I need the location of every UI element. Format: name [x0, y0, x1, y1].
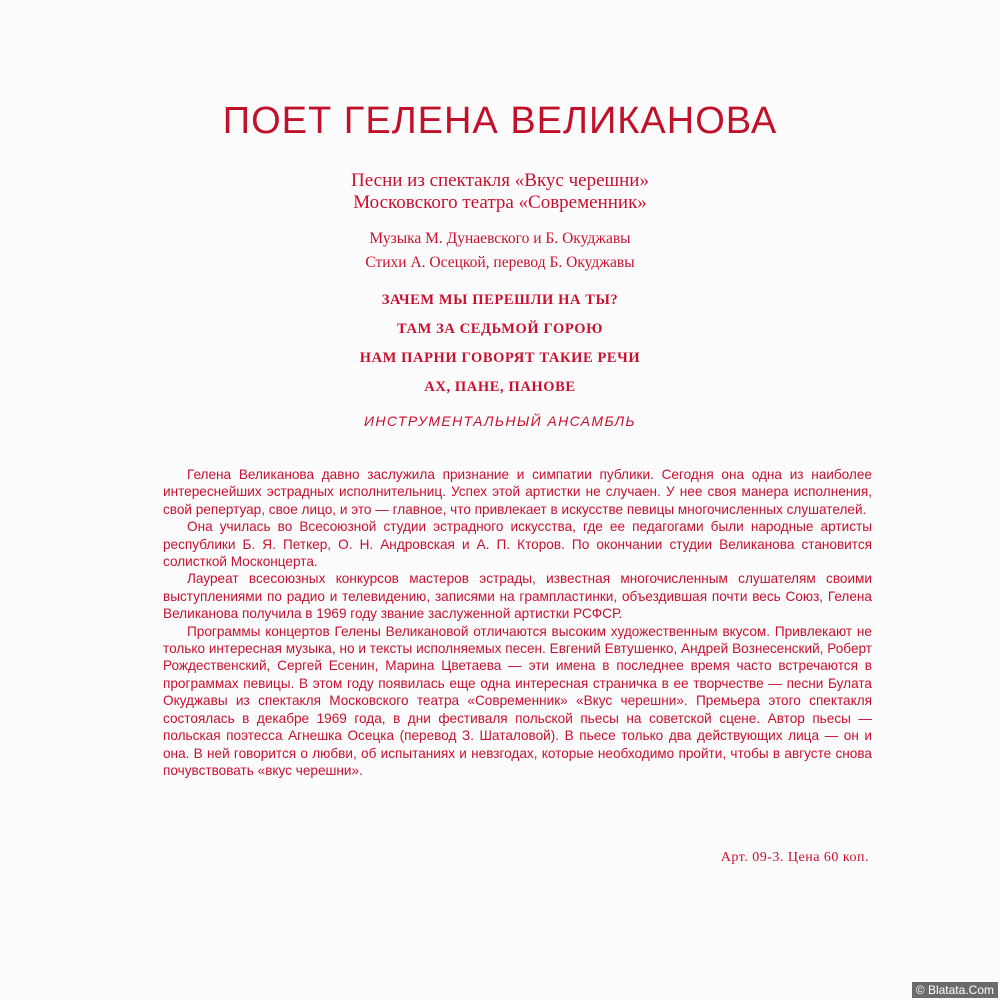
- subtitle-line-1: Песни из спектакля «Вкус черешни»: [351, 170, 649, 191]
- liner-notes: [163, 466, 872, 779]
- watermark: © Blatata.Com: [912, 982, 998, 998]
- song-title: ТАМ ЗА СЕДЬМОЙ ГОРОЮ: [397, 321, 603, 337]
- subtitle-line-2: Московского театра «Современник»: [353, 192, 647, 213]
- subtitle: [0, 170, 1000, 214]
- lyrics-credit: Стихи А. Осецкой, перевод Б. Окуджавы: [365, 254, 635, 271]
- page-title: ПОЕТ ГЕЛЕНА ВЕЛИКАНОВА: [222, 100, 778, 142]
- liner-paragraph: Лауреат всесоюзных конкурсов мастеров эстрады, известная многочисленным слушателям своими выступлениями по радио и телевидению, записями на грампластинки, объездившая почти весь Союз, Гелена Великанова получила в 1969 году звание заслуженной артистки РСФСР.: [163, 571, 872, 622]
- credits: [0, 227, 1000, 275]
- song-title: АХ, ПАНЕ, ПАНОВЕ: [424, 379, 576, 395]
- song-title: НАМ ПАРНИ ГОВОРЯТ ТАКИЕ РЕЧИ: [359, 350, 641, 366]
- catalog-price: Арт. 09-3. Цена 60 коп.: [720, 850, 869, 865]
- liner-paragraph: Она училась во Всесоюзной студии эстрадного искусства, где ее педагогами были народные артисты республики Б. Я. Петкер, О. Н. Андровская и А. П. Кторов. По окончании студии Великанова становится солисткой Москонцерта.: [163, 519, 872, 570]
- ensemble-credit: ИНСТРУМЕНТАЛЬНЫЙ АНСАМБЛЬ: [363, 413, 637, 429]
- liner-paragraph: Программы концертов Гелены Великановой отличаются высоким художественным вкусом. Привлекают не только интересная музыка, но и тексты исполняемых песен. Евгений Евтушенко, Андрей Вознесенский, Роберт Рождественский, Сергей Есенин, Марина Цветаева — эти имена в последнее время часто встречаются в программах певицы. В этом году появилась еще одна интересная страничка в ее творчестве — песни Булата Окуджавы из спектакля Московского театра «Современник» «Вкус черешни». Премьера этого спектакля состоялась в декабре 1969 года, в дни фестиваля польской пьесы на советской сцене. Автор пьесы — польская поэтесса Агнешка Осецка (перевод З. Шаталовой). В пьесе только два действующих лица — он и она. В ней говорится о любви, об испытаниях и невзгодах, которые необходимо пройти, чтобы в августе снова почувствовать «вкус черешни».: [163, 623, 872, 778]
- music-credit: Музыка М. Дунаевского и Б. Окуджавы: [369, 230, 631, 247]
- song-list: [0, 286, 1000, 402]
- song-title: ЗАЧЕМ МЫ ПЕРЕШЛИ НА ТЫ?: [381, 292, 619, 308]
- liner-paragraph: Гелена Великанова давно заслужила признание и симпатии публики. Сегодня она одна из наиболее интереснейших эстрадных исполнительниц. Успех этой артистки не случаен. У нее своя манера исполнения, свой репертуар, свое лицо, и это — главное, что привлекает в искусстве певицы многочисленных слушателей.: [163, 467, 872, 517]
